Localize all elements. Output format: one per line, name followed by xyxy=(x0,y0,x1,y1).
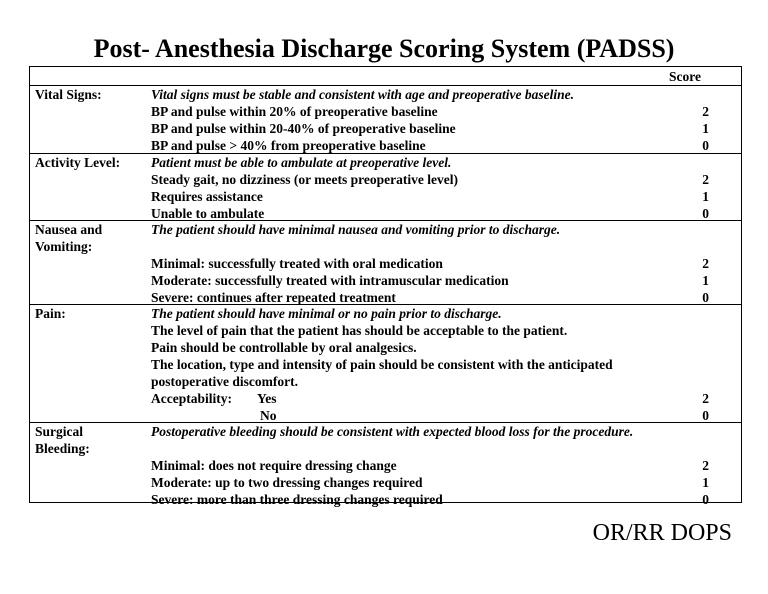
item-text: Minimal: successfully treated with oral medication xyxy=(151,256,443,271)
acceptability-yes: Yes xyxy=(257,391,277,406)
footer-label: OR/RR DOPS xyxy=(592,520,732,546)
item-text: Severe: continues after repeated treatment xyxy=(151,290,396,305)
category-label: Nausea and xyxy=(35,222,103,237)
item-text: Requires assistance xyxy=(151,189,263,204)
note-text: postoperative discomfort. xyxy=(151,374,298,389)
item-score: 2 xyxy=(702,458,709,473)
item-score: 1 xyxy=(702,475,709,490)
note-text: The location, type and intensity of pain should be consistent with the anticipated xyxy=(151,357,613,372)
item-score: 0 xyxy=(702,290,709,305)
item-text: BP and pulse within 20% of preoperative baseline xyxy=(151,104,438,119)
category-label: Bleeding: xyxy=(35,441,90,456)
padss-table xyxy=(29,66,742,507)
section-pain xyxy=(30,304,741,422)
item-score: 2 xyxy=(702,391,709,406)
item-score: 1 xyxy=(702,189,709,204)
item-text: Severe: more than three dressing changes required xyxy=(151,492,443,507)
item-text: Moderate: successfully treated with intramuscular medication xyxy=(151,273,509,288)
score-column-header: Score xyxy=(669,69,701,84)
criterion-text: Patient must be able to ambulate at preoperative level. xyxy=(151,155,452,170)
category-label: Surgical xyxy=(35,424,84,439)
item-score: 0 xyxy=(702,206,709,221)
item-text: Unable to ambulate xyxy=(151,206,265,221)
criterion-text: Postoperative bleeding should be consistent with expected blood loss for the procedure. xyxy=(151,424,634,439)
item-text: BP and pulse within 20-40% of preoperative baseline xyxy=(151,121,456,136)
item-score: 2 xyxy=(702,172,709,187)
item-score: 1 xyxy=(702,121,709,136)
section-nausea-vomiting xyxy=(30,220,741,304)
criterion-text: The patient should have minimal or no pain prior to discharge. xyxy=(151,306,502,321)
note-text: Pain should be controllable by oral analgesics. xyxy=(151,340,417,355)
item-score: 2 xyxy=(702,256,709,271)
note-text: The level of pain that the patient has should be acceptable to the patient. xyxy=(151,323,568,338)
acceptability-label: Acceptability: xyxy=(151,391,232,406)
category-label: Pain: xyxy=(35,306,66,321)
section-activity-level xyxy=(30,153,741,220)
category-label: Activity Level: xyxy=(35,155,121,170)
item-text: BP and pulse > 40% from preoperative baseline xyxy=(151,138,426,153)
item-score: 2 xyxy=(702,104,709,119)
item-score: 1 xyxy=(702,273,709,288)
category-label: Vital Signs: xyxy=(35,87,102,102)
item-score: 0 xyxy=(702,138,709,153)
item-score: 0 xyxy=(702,492,709,507)
section-vital-signs xyxy=(30,85,741,153)
page-title: Post- Anesthesia Discharge Scoring System (PADSS) xyxy=(93,34,675,63)
category-label: Vomiting: xyxy=(35,239,93,254)
item-score: 0 xyxy=(702,408,709,423)
item-text: Minimal: does not require dressing change xyxy=(151,458,397,473)
section-surgical-bleeding xyxy=(30,422,741,507)
item-text: Steady gait, no dizziness (or meets preoperative level) xyxy=(151,172,458,187)
criterion-text: The patient should have minimal nausea and vomiting prior to discharge. xyxy=(151,222,561,237)
criterion-text: Vital signs must be stable and consistent with age and preoperative baseline. xyxy=(151,87,575,102)
item-text: Moderate: up to two dressing changes required xyxy=(151,475,423,490)
acceptability-no: No xyxy=(260,408,277,423)
